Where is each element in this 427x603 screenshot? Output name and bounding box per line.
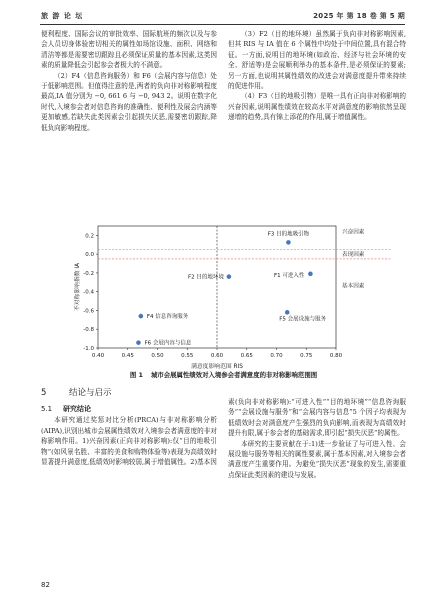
data-point-label: F3 目的地吸引物 xyxy=(267,231,310,238)
subsection-number: 5.1 xyxy=(41,405,53,414)
y-tick-label: 0.2 xyxy=(85,233,94,240)
paragraph: 本研究的主要贡献在于:1)进一步验证了与可进入性、会展设施与服务等相关的属性要素,属于基本因素,对入境参会者满意度产生重要作用。为避免“损失厌恶”现象的发生,需要重点保证此类因素的建设与发展。 xyxy=(228,439,406,479)
x-axis-label: 满意度影响范围 RIS xyxy=(191,364,243,370)
data-point xyxy=(227,274,232,279)
data-point-label: F2 目的地环境 xyxy=(187,274,224,281)
data-point xyxy=(139,314,144,319)
subsection-heading xyxy=(41,404,217,415)
x-tick-label: 0.70 xyxy=(270,353,283,359)
region-label: 兴奋因素 xyxy=(342,229,365,236)
data-point xyxy=(308,272,313,277)
x-tick-label: 0.55 xyxy=(181,353,194,359)
y-axis-label: 不对称影响指数 IA xyxy=(75,262,81,312)
data-point-label: F1 可进入性 xyxy=(273,272,305,279)
left-column-lower xyxy=(41,388,217,467)
paragraph: 本研究通过奖惩对比分析(PRCA)与非对称影响分析(AIPA),识别出城市会展属性绩效对入境参会者满意度的非对称影响作用。1)兴奋因素(正向非对称影响):仅“目的地吸引物”(如风景名胜、丰富的美食和购物体验等)表现为高绩效时显著提升满意度,低绩效时影响较弱,属于增值属性。2)基本因 xyxy=(41,416,217,467)
section-title: 结论与启示 xyxy=(69,388,112,398)
x-tick-label: 0.45 xyxy=(121,353,134,359)
paragraph: 素(负向非对称影响):“可进入性”“目的地环境”“信息咨询服务”“会展设施与服务”和“会展内容与信息”5 个因子均表现为低绩效时会对满意度产生强烈的负向影响,而表现为高绩效时提升有限,属于参会者的基础需求,即引起“损失厌恶”的属性。 xyxy=(228,398,406,438)
right-column-lower xyxy=(228,397,406,480)
data-point-label: F5 会展设施与服务 xyxy=(279,316,327,323)
figure-label: 图 1 xyxy=(129,371,143,379)
x-tick-label: 0.60 xyxy=(210,353,224,359)
region-label: 基本因素 xyxy=(342,283,365,290)
paragraph: （4）F3（目的地吸引物）是唯一具有正向非对称影响的兴奋因素,说明属性绩效在较高水平对满意度的影响依然呈现递增的趋势,具有锦上添花的作用,属于增值属性。 xyxy=(228,92,406,122)
subsection-title: 研究结论 xyxy=(63,405,91,414)
journal-name: 旅 游 论 坛 xyxy=(41,12,84,20)
figure-caption-text: 城市会展属性绩效对入境参会者满意度的非对称影响范围图 xyxy=(150,371,318,379)
section-number: 5 xyxy=(41,388,47,398)
data-point-label: F6 会展内容与信息 xyxy=(144,340,192,347)
x-tick-label: 0.50 xyxy=(151,353,164,359)
x-tick-label: 0.80 xyxy=(329,353,343,359)
data-point xyxy=(286,240,291,245)
x-tick-label: 0.65 xyxy=(240,353,253,359)
x-tick-label: 0.75 xyxy=(300,353,313,359)
figure-caption xyxy=(41,370,406,379)
y-tick-label: -0.4 xyxy=(83,289,94,296)
paragraph: 便利程度、国际会议的审批效率、国际航班的频次以及与参会人员切身体验密切相关的属性如场馆设施、面积、网络和清洁等都是需要密切跟踪且必须保证质量的基本因素,这类因素的质量降低会引起参会者极大的不满意。 xyxy=(41,30,217,70)
y-tick-label: -0.8 xyxy=(83,327,94,334)
data-point-label: F4 信息咨询服务 xyxy=(146,314,189,321)
issue-info: 2025 年 第 18 卷 第 5 期 xyxy=(313,12,405,20)
paragraph: （2）F4（信息咨询服务）和 F6（会展内容与信息）处于低影响范围。但值得注意的是,两者的负向非对称影响程度最高,IA 值分别为 −0, 661 6 与 −0, 943 2。说明在数字化时代,入境参会者对信息咨询的准确性、便利性及展会内涵等更加敏感,若缺失此类因素会引起损失厌恶,需要密切跟踪,降低负向影响程度。 xyxy=(41,71,217,132)
x-tick-label: 0.40 xyxy=(91,353,105,359)
section-heading xyxy=(41,388,217,398)
y-tick-label: -0.6 xyxy=(83,308,94,315)
y-tick-label: -0.2 xyxy=(83,270,94,277)
data-point xyxy=(136,340,141,345)
y-tick-label: 0.0 xyxy=(85,252,94,259)
paragraph: （3）F2（目的地环境）虽然属于负向非对称影响因素,但其 RIS 与 IA 值在 6 个属性中均处于中间位置,具有混合特征。一方面,说明目的地环境(如政治、经济与社会环境的安全、舒适等)是会展顺利举办的基本条件,是必须保证的要素;另一方面,也说明其属性绩效的改进会对满意度提升带来持续的促进作用。 xyxy=(228,30,406,91)
page-number: 82 xyxy=(41,581,50,589)
data-point xyxy=(285,310,290,315)
region-label: 表现因素 xyxy=(342,252,365,259)
y-tick-label: -1.0 xyxy=(83,346,94,352)
